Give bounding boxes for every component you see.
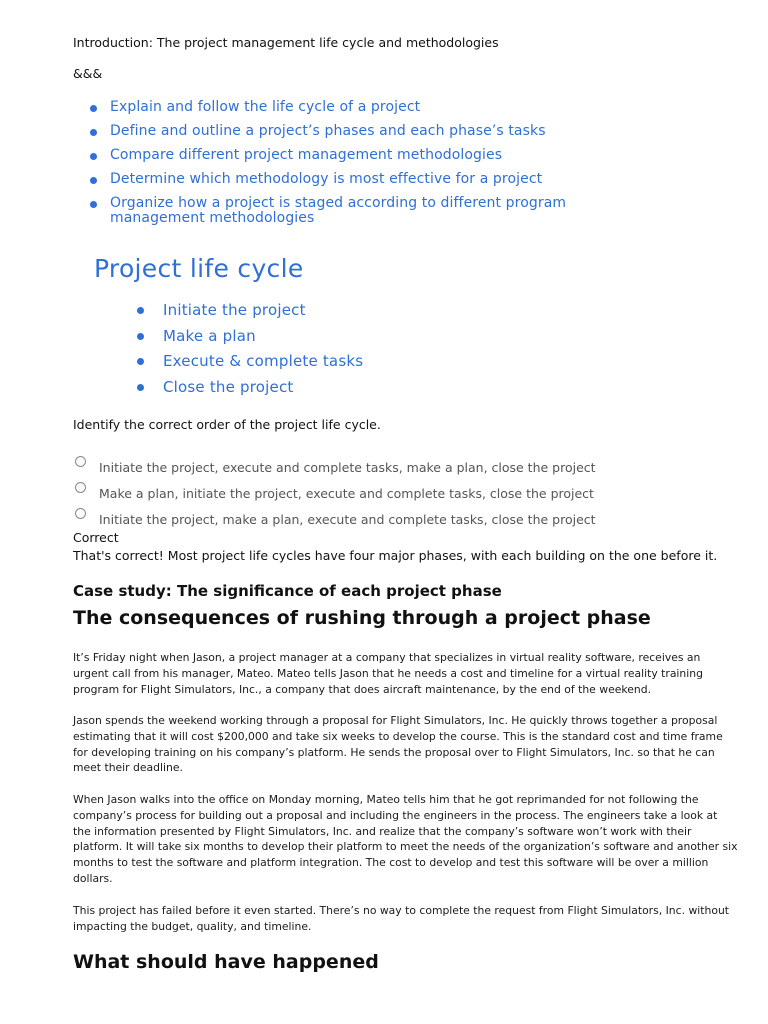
bullet-icon <box>137 384 144 391</box>
objective-item: Compare different project management methodologies <box>90 148 710 163</box>
option-label: Initiate the project, execute and complete tasks, make a plan, close the project <box>99 460 596 475</box>
option-label: Make a plan, initiate the project, execute and complete tasks, close the project <box>99 486 594 501</box>
radio-button[interactable] <box>75 508 86 519</box>
quiz-option[interactable] <box>73 508 673 528</box>
case-paragraph: Jason spends the weekend working through a proposal for Flight Simulators, Inc. He quickly throws together a proposal estimating that it will cost $200,000 and take six weeks to develop the course. This is the standard cost and time frame for developing training on his company’s platform. He sends the proposal over to Flight Simulators, Inc. so that he can meet their deadline. <box>73 714 723 775</box>
bullet-icon <box>90 177 97 184</box>
bullet-icon <box>90 129 97 136</box>
lifecycle-item: Initiate the project <box>137 301 363 327</box>
case-paragraph: When Jason walks into the office on Monday morning, Mateo tells him that he got reprimanded for not following the company’s process for building out a proposal and including the engineers in the process. The engineers take a look at the information presented by Flight Simulators, Inc. and realize that the company’s software won’t work with their platform. It will take six months to develop their platform to meet the needs of the organization’s software and another six months to test the software and platform integration. The cost to develop and test this software will be over a million dollars. <box>73 793 738 885</box>
radio-button[interactable] <box>75 482 86 493</box>
case-study-heading: Case study: The significance of each project phase <box>73 582 502 600</box>
lifecycle-item: Close the project <box>137 378 363 404</box>
bullet-icon <box>90 201 97 208</box>
objective-item: Explain and follow the life cycle of a project <box>90 100 710 115</box>
marker-text: &&& <box>73 66 103 81</box>
radio-button[interactable] <box>75 456 86 467</box>
objectives-list <box>90 100 710 235</box>
quiz-result: Correct <box>73 530 119 545</box>
objective-item: Define and outline a project’s phases and each phase’s tasks <box>90 124 710 139</box>
objective-item: Organize how a project is staged according to different program management methodologies <box>90 196 630 226</box>
case-paragraph: It’s Friday night when Jason, a project manager at a company that specializes in virtual reality software, receives an urgent call from his manager, Mateo. Mateo tells Jason that he needs a cost and timeline for a virtual reality training program for Flight Simulators, Inc., a company that does aircraft maintenance, by the end of the weekend. <box>73 651 703 696</box>
quiz-option[interactable] <box>73 456 673 476</box>
lifecycle-title: Project life cycle <box>94 254 304 283</box>
quiz-option[interactable] <box>73 482 673 502</box>
objective-item: Determine which methodology is most effective for a project <box>90 172 710 187</box>
case-study-title: The consequences of rushing through a project phase <box>73 607 651 629</box>
lifecycle-list <box>137 301 363 403</box>
quiz-question: Identify the correct order of the project life cycle. <box>73 417 381 432</box>
lifecycle-item: Make a plan <box>137 327 363 353</box>
lifecycle-item: Execute & complete tasks <box>137 352 363 378</box>
bullet-icon <box>137 358 144 365</box>
bullet-icon <box>90 105 97 112</box>
intro-line: Introduction: The project management life cycle and methodologies <box>73 35 499 50</box>
bullet-icon <box>137 307 144 314</box>
option-label: Initiate the project, make a plan, execute and complete tasks, close the project <box>99 512 596 527</box>
next-section-heading: What should have happened <box>73 951 379 973</box>
case-paragraph: This project has failed before it even started. There’s no way to complete the request from Flight Simulators, Inc. without impacting the budget, quality, and timeline. <box>73 904 730 933</box>
quiz-feedback: That's correct! Most project life cycles have four major phases, with each building on the one before it. <box>73 548 718 563</box>
bullet-icon <box>90 153 97 160</box>
bullet-icon <box>137 333 144 340</box>
